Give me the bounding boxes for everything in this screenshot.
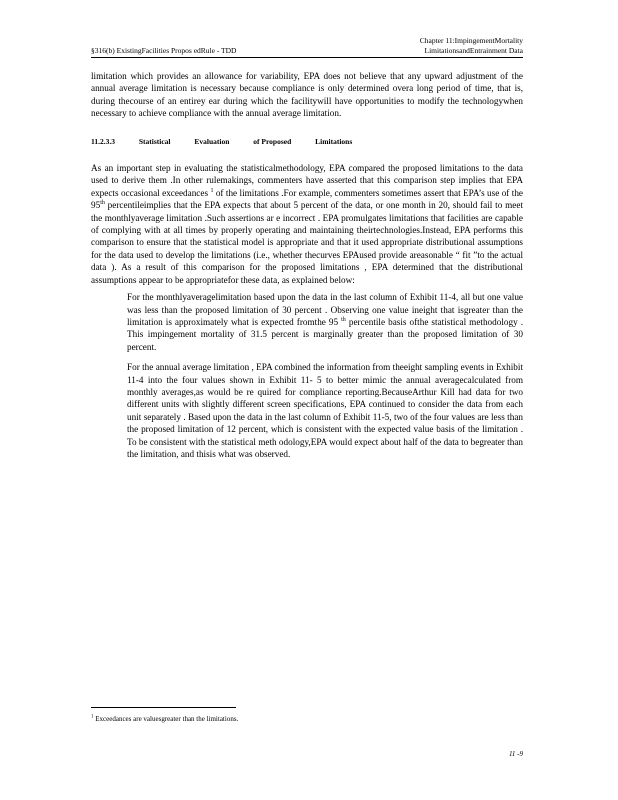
section-title-word2: Evaluation (194, 136, 230, 146)
footnote-rule (91, 707, 236, 708)
section-number: 11.2.3.3 (91, 136, 115, 146)
footnote (91, 715, 238, 723)
bullet-list (91, 291, 523, 460)
page-number: 11 -9 (508, 750, 523, 758)
running-header-chapter (420, 36, 523, 56)
list-item (91, 361, 523, 460)
footnote-marker: 1 (91, 714, 94, 720)
bullet-text: For the annual average limitation , EPA combined the information from theeight sampling events in Exhibit 11-4 into the four values shown in Exhibit 11- 5 to better mimic the annual averagecalculated from monthly averages,as would be re quired for compliance reporting.BecauseArthur Kill had data for two different units with slightly different screen specifications, EPA continued to consider the data from each unit separately . Based upon the data in the last column of Exhibit 11-5, two of the four values are less than the proposed limitation of 12 percent, which is consistent with the expected value basis of the limitation . To be consistent with the statistical meth odology,EPA would expect about half of the data to begreater than the limitation, and thisis what was observed. (127, 362, 523, 459)
body-text (91, 70, 523, 468)
section-title-word3: of Proposed (253, 136, 292, 146)
paragraph-text-a: As an important step in evaluating the statisticalmethodology, EPA compared the proposed limitations to the data used to derive them .In other rulemakings, commenters have asserted that this comparison step implies that EPA expects occasional exceedances (91, 163, 523, 198)
paragraph-statistical-evaluation (91, 162, 523, 286)
bullet-text-a: For the monthlyaveragelimitation based upon the data in the last column of Exhibit 11-4, all but one value was less than the proposed limitation of 30 percent . Observing one value ineight that isgreater than the limitation is approximately what is expected fromthe 95 (127, 292, 523, 327)
footnote-reference[interactable]: 1 (210, 187, 214, 194)
running-header-document: §316(b) ExistingFacilities Propos edRule - TDD (91, 46, 237, 55)
bullet-text-b: percentile basis ofthe statistical methodology . This impingement mortality of 31.5 percent is marginally greater than the proposed limitation of 30 percent. (127, 316, 523, 352)
section-heading (91, 136, 523, 148)
header-rule (91, 57, 523, 58)
superscript-th: th (100, 200, 105, 207)
paragraph-text-c: percentileimplies that the EPA expects that about 5 percent of the data, or one month in 20, should fail to meet the monthlyaverage limitation .Such assertions ar e incorrect . EPA promulgates limitations that facilities are capable of complying with at all times by properly operating and maintaining theirtechnologies.Instead, EPA performs this comparison to ensure that the statistical model is appropriate and that it used appropriate distributional assumptions for the data used to develop the limitations (i.e., whether thecurves EPAused provide areasonable “ fit ”to the actual data ). As a result of this comparison for the proposed limitations , EPA determined that the distributional assumptions appear to be appropriatefor these data, as explained below: (91, 200, 523, 285)
section-title-word1: Statistical (138, 136, 171, 146)
superscript-th: th (341, 316, 346, 323)
footnote-text: Exceedances are valuesgreater than the limitations. (93, 715, 239, 723)
chapter-title-line2: LimitationsandEntrainment Data (424, 46, 523, 55)
paragraph-continuation: limitation which provides an allowance for variability, EPA does not believe that any upward adjustment of the annual average limitation is necessary because compliance is only determined overa long period of time, that is, during thecourse of an entirey ear during which the facilitywill have opportunities to modify the technologywhen necessary to achieve compliance with the annual average limitation. (91, 71, 523, 119)
paragraph-text-b: of the limitations .For example, commenters sometimes assert that EPA’s use of the 95 (91, 187, 523, 211)
section-title-word4: Limitations (315, 136, 353, 146)
chapter-title-line1: Chapter 11:ImpingementMortality (419, 36, 523, 45)
list-item (91, 291, 523, 353)
